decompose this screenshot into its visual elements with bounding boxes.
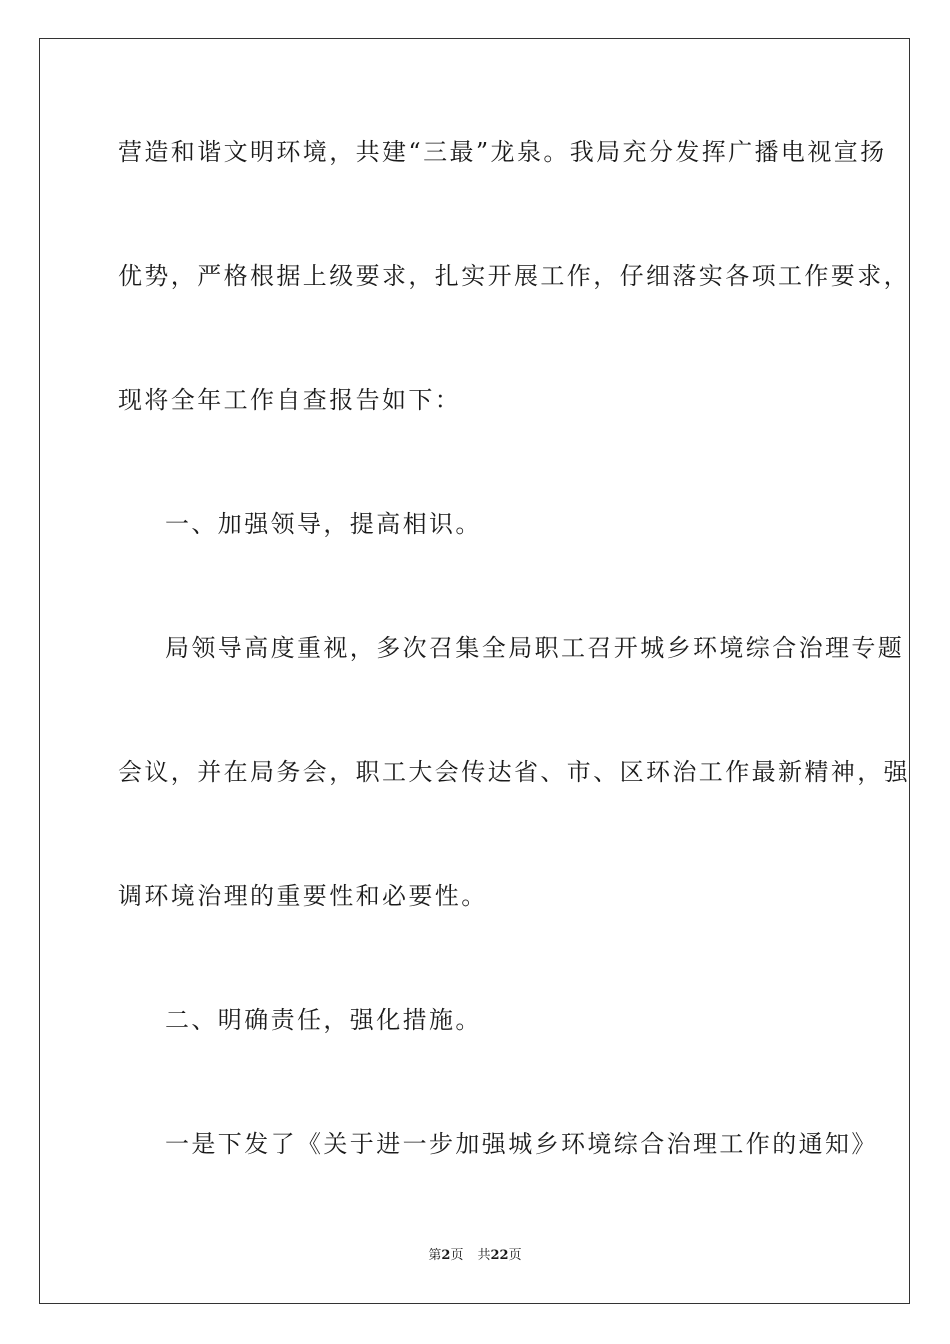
footer-total-pages: 22 xyxy=(490,1248,509,1263)
section-heading-2: 二、明确责任，强化措施。 xyxy=(165,1006,482,1034)
footer-page-number: 2 xyxy=(441,1248,451,1263)
section-heading-1: 一、加强领导，提高相识。 xyxy=(165,510,482,538)
body-line-1: 营造和谐文明环境，共建“三最”龙泉。我局充分发挥广播电视宣扬 xyxy=(118,138,887,166)
body-line-7: 调环境治理的重要性和必要性。 xyxy=(118,882,488,910)
body-line-2: 优势，严格根据上级要求，扎实开展工作，仔细落实各项工作要求， xyxy=(118,262,910,290)
body-line-6: 会议，并在局务会，职工大会传达省、市、区环治工作最新精神，强 xyxy=(118,758,910,786)
page-border xyxy=(39,38,910,1304)
body-line-5: 局领导高度重视，多次召集全局职工召开城乡环境综合治理专题 xyxy=(165,634,905,662)
footer-page-suffix: 页 xyxy=(450,1248,464,1263)
body-line-9: 一是下发了《关于进一步加强城乡环境综合治理工作的通知》 xyxy=(165,1130,878,1158)
footer-page-prefix: 第 xyxy=(428,1248,442,1263)
footer-total-prefix: 共 xyxy=(477,1248,491,1263)
page-footer xyxy=(0,1248,950,1264)
footer-total-suffix: 页 xyxy=(508,1248,522,1263)
body-line-3: 现将全年工作自查报告如下： xyxy=(118,386,462,414)
